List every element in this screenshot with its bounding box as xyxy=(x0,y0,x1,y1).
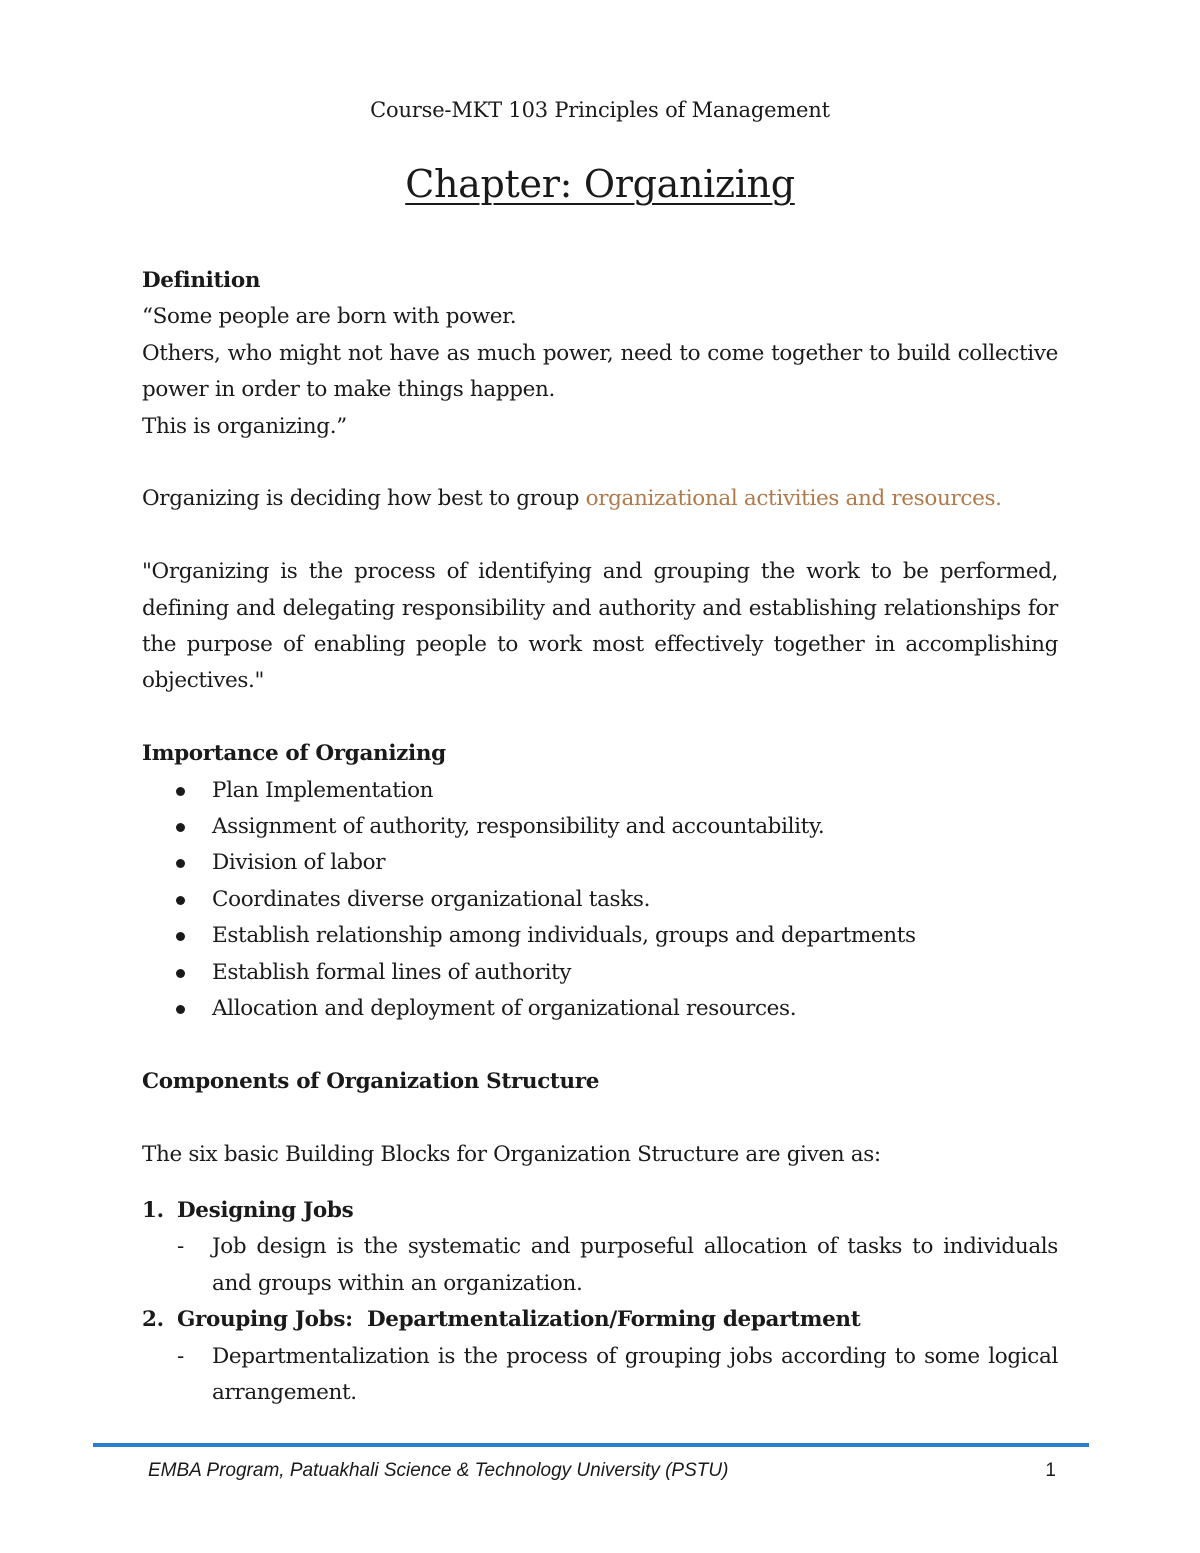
bullet-icon xyxy=(176,859,185,868)
list-item-text: Allocation and deployment of organizational resources. xyxy=(212,996,797,1022)
list-item-text: Establish formal lines of authority xyxy=(212,959,572,985)
list-item-text: Plan Implementation xyxy=(212,777,434,803)
list-item-text: Assignment of authority, responsibility and accountability. xyxy=(212,814,825,840)
dash-marker: - xyxy=(177,1234,184,1260)
chapter-title: Chapter: Organizing xyxy=(405,162,795,206)
components-heading: Components of Organization Structure xyxy=(142,1068,600,1094)
numbered-item-designing-jobs xyxy=(142,1193,1058,1229)
definition-paragraph-2-prefix: Organizing is deciding how best to group xyxy=(142,486,586,512)
footer-rule xyxy=(93,1443,1089,1447)
bullet-icon xyxy=(176,787,185,796)
list-item-text: Coordinates diverse organizational tasks. xyxy=(212,886,651,912)
definition-paragraph-3: "Organizing is the process of identifying and grouping the work to be performed, defining and delegating responsibility and authority and establishing relationships for the purpose of enabling people to work most effectively together in accomplishing objectives." xyxy=(142,559,1058,694)
course-title: Course-MKT 103 Principles of Management xyxy=(370,98,830,122)
definition-heading: Definition xyxy=(142,268,261,293)
footer-text: EMBA Program, Patuakhali Science & Technology University (PSTU) xyxy=(148,1460,729,1481)
list-item xyxy=(142,955,1058,991)
bullet-icon xyxy=(176,823,185,832)
importance-list xyxy=(142,773,1058,1028)
components-intro: The six basic Building Blocks for Organization Structure are given as: xyxy=(142,1141,881,1167)
definition-paragraph-2 xyxy=(142,481,1058,517)
item-detail-text: Departmentalization is the process of grouping jobs according to some logical arrangement. xyxy=(212,1343,1058,1406)
highlighted-phrase: organizational activities and resources. xyxy=(585,486,1002,512)
importance-heading: Importance of Organizing xyxy=(142,741,446,767)
dash-marker: - xyxy=(177,1343,184,1369)
list-item xyxy=(142,809,1058,845)
item-title: Grouping Jobs: Departmentalization/Forming department xyxy=(177,1307,861,1333)
page-number: 1 xyxy=(1045,1460,1056,1481)
list-item xyxy=(142,918,1058,954)
document-body xyxy=(142,263,1058,1412)
bullet-icon xyxy=(176,896,185,905)
definition-quote-line-1: “Some people are born with power. xyxy=(142,304,517,330)
item-number: 2. xyxy=(142,1307,164,1333)
list-item xyxy=(142,991,1058,1027)
item-detail-grouping-jobs xyxy=(142,1339,1058,1412)
item-title: Designing Jobs xyxy=(177,1198,354,1224)
list-item-text: Establish relationship among individuals, groups and departments xyxy=(212,923,916,949)
list-item xyxy=(142,773,1058,809)
item-detail-text: Job design is the systematic and purposeful allocation of tasks to individuals and groups within an organization. xyxy=(212,1234,1058,1296)
item-detail-designing-jobs xyxy=(142,1229,1058,1302)
numbered-item-grouping-jobs xyxy=(142,1302,1058,1338)
bullet-icon xyxy=(176,1005,185,1014)
list-item-text: Division of labor xyxy=(212,850,386,876)
list-item xyxy=(142,845,1058,881)
bullet-icon xyxy=(176,969,185,978)
definition-quote-line-2: Others, who might not have as much power, need to come together to build collective power in order to make things happen. xyxy=(142,340,1058,403)
list-item xyxy=(142,882,1058,918)
definition-quote-line-3: This is organizing.” xyxy=(142,413,347,439)
bullet-icon xyxy=(176,932,185,941)
item-number: 1. xyxy=(142,1198,164,1224)
